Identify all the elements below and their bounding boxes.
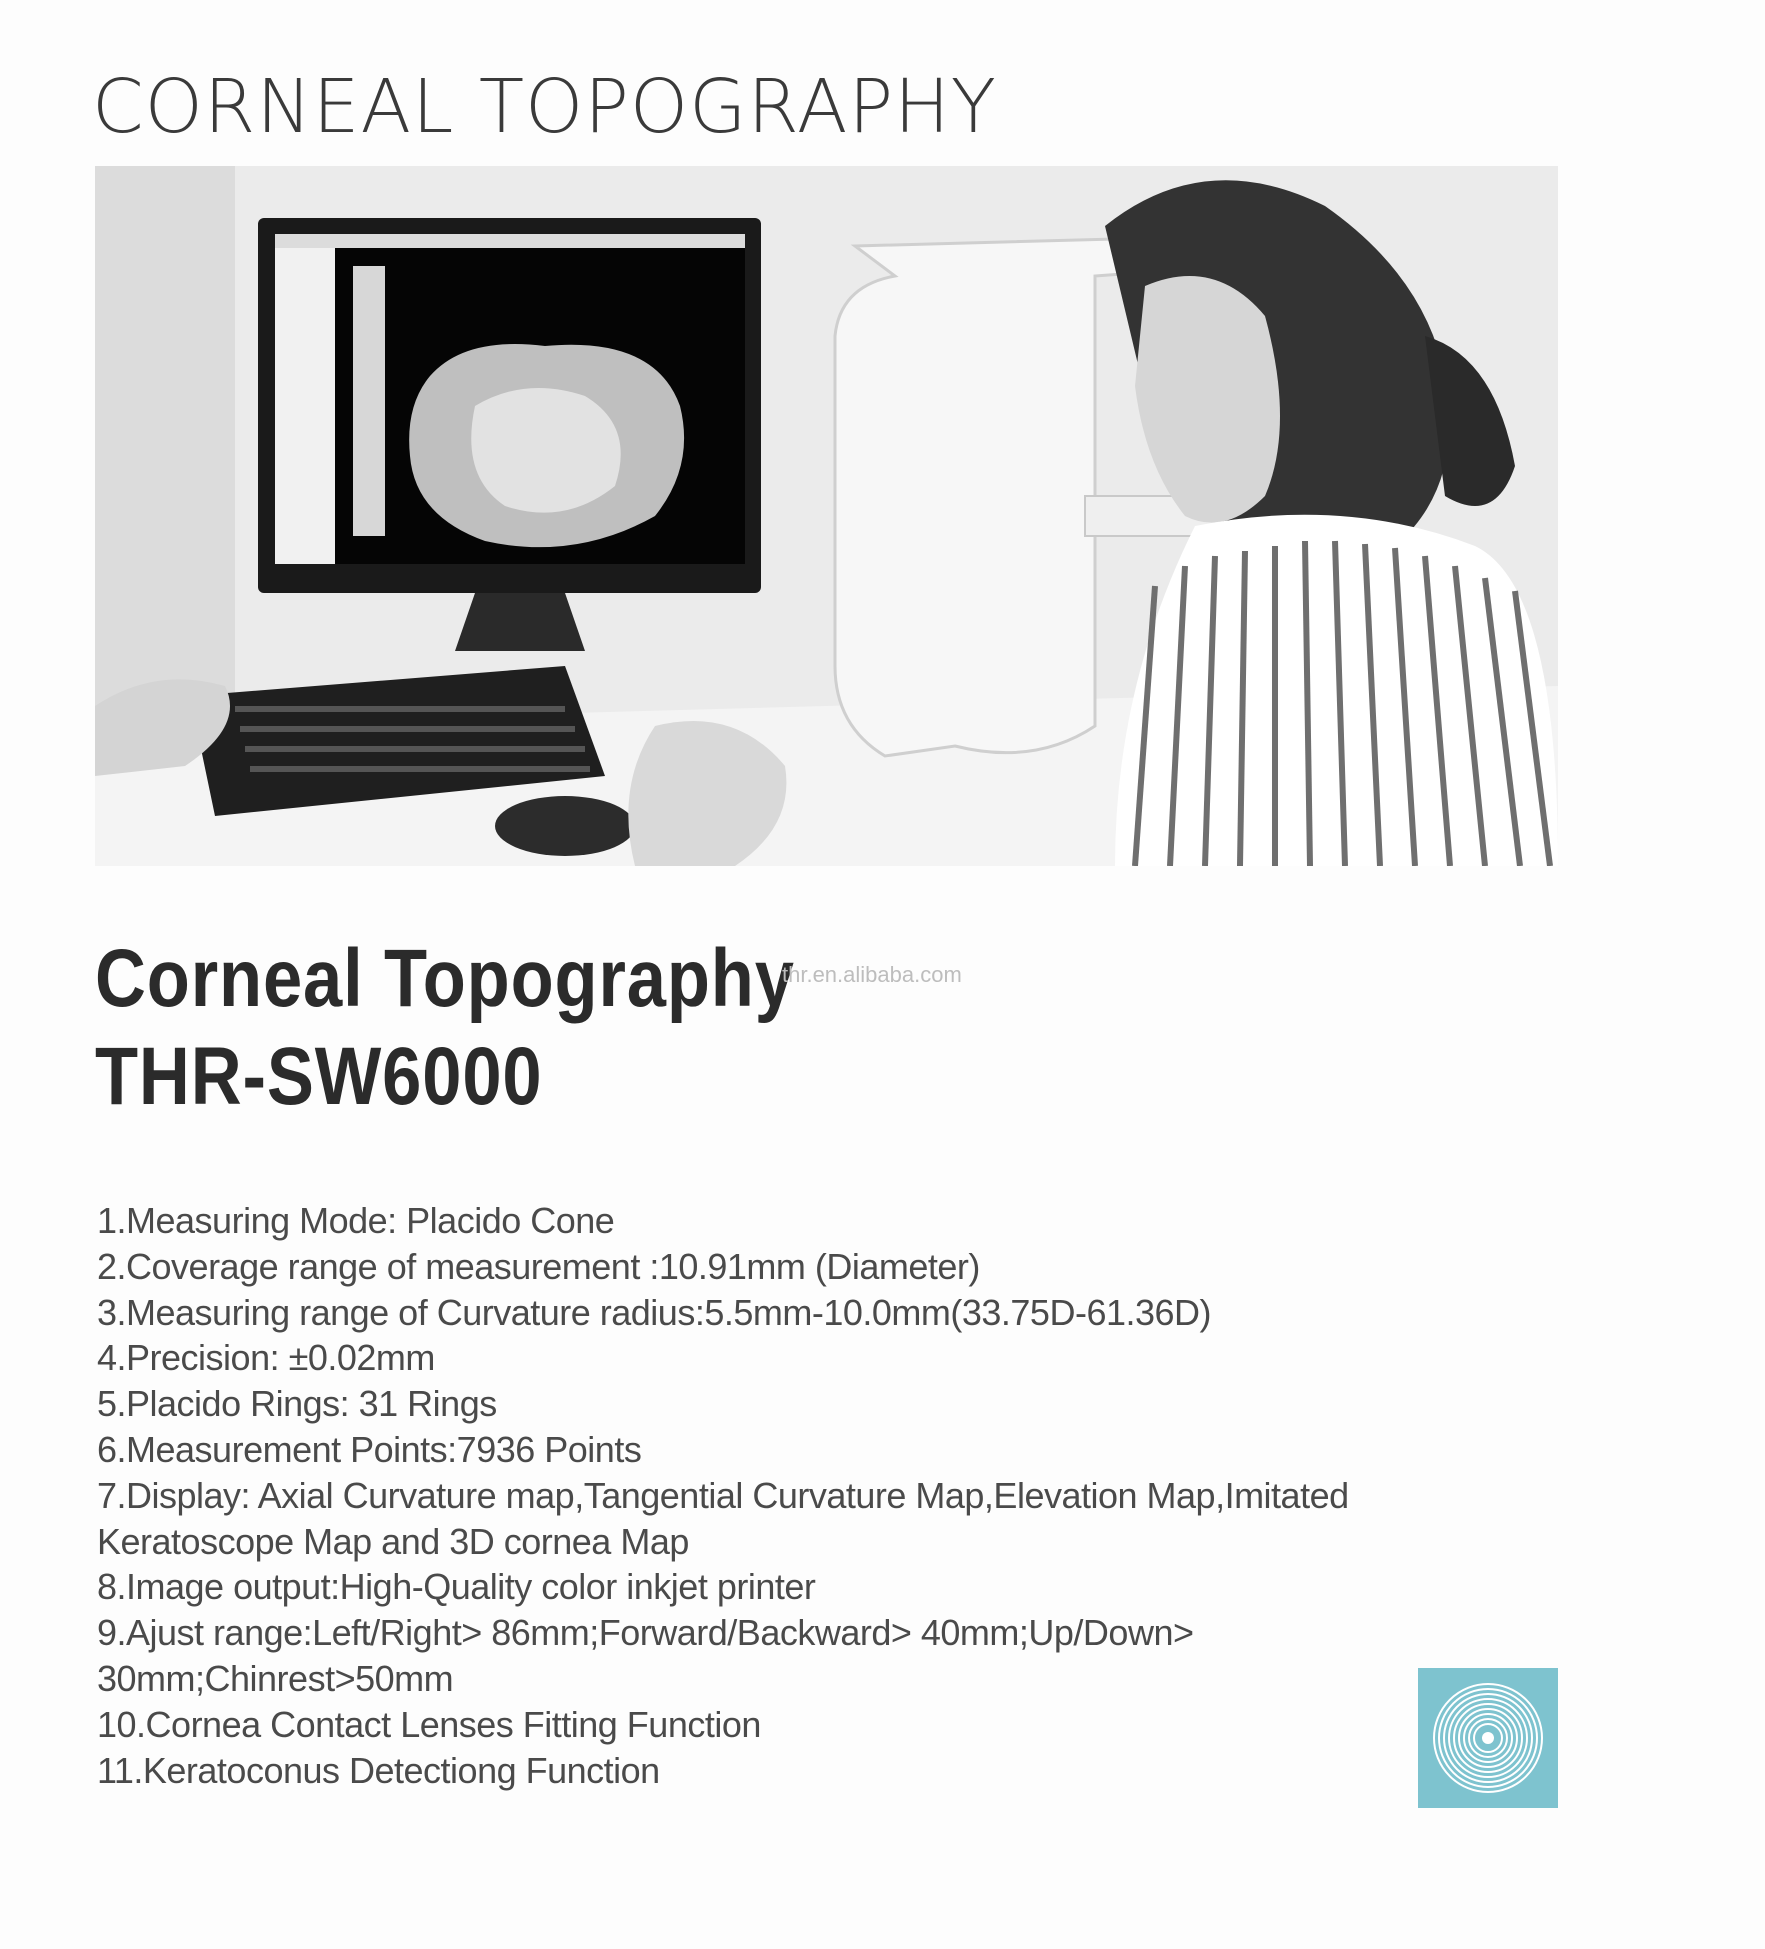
- product-title-line1: Corneal Topography: [95, 933, 795, 1024]
- page-header-title: CORNEAL TOPOGRAPHY: [92, 64, 997, 150]
- spec-item: 5.Placido Rings: 31 Rings: [97, 1383, 497, 1425]
- spec-item: 7.Display: Axial Curvature map,Tangential Curvature Map,Elevation Map,Imitated: [97, 1474, 1349, 1516]
- spec-item: 9.Ajust range:Left/Right> 86mm;Forward/Backward> 40mm;Up/Down>: [97, 1612, 1194, 1654]
- product-title: [95, 930, 795, 1126]
- spec-item: 8.Image output:High-Quality color inkjet printer: [97, 1566, 816, 1608]
- spec-item: 6.Measurement Points:7936 Points: [97, 1428, 642, 1470]
- spec-item: 30mm;Chinrest>50mm: [97, 1657, 454, 1699]
- spec-list: [97, 1198, 1517, 1793]
- spec-item: 10.Cornea Contact Lenses Fitting Function: [97, 1703, 761, 1745]
- product-model: THR-SW6000: [95, 1031, 543, 1122]
- spec-item: Keratoscope Map and 3D cornea Map: [97, 1520, 689, 1562]
- spec-item: 1.Measuring Mode: Placido Cone: [97, 1200, 615, 1241]
- placido-rings-icon: [1418, 1668, 1558, 1808]
- product-photo: [95, 166, 1558, 866]
- spec-item: 4.Precision: ±0.02mm: [97, 1337, 435, 1379]
- watermark-text: thr.en.alibaba.com: [782, 962, 962, 987]
- spec-item: 11.Keratoconus Detectiong Function: [97, 1749, 660, 1791]
- spec-item: 2.Coverage range of measurement :10.91mm (Diameter): [97, 1245, 980, 1287]
- spec-item: 3.Measuring range of Curvature radius:5.5mm-10.0mm(33.75D-61.36D): [97, 1291, 1212, 1333]
